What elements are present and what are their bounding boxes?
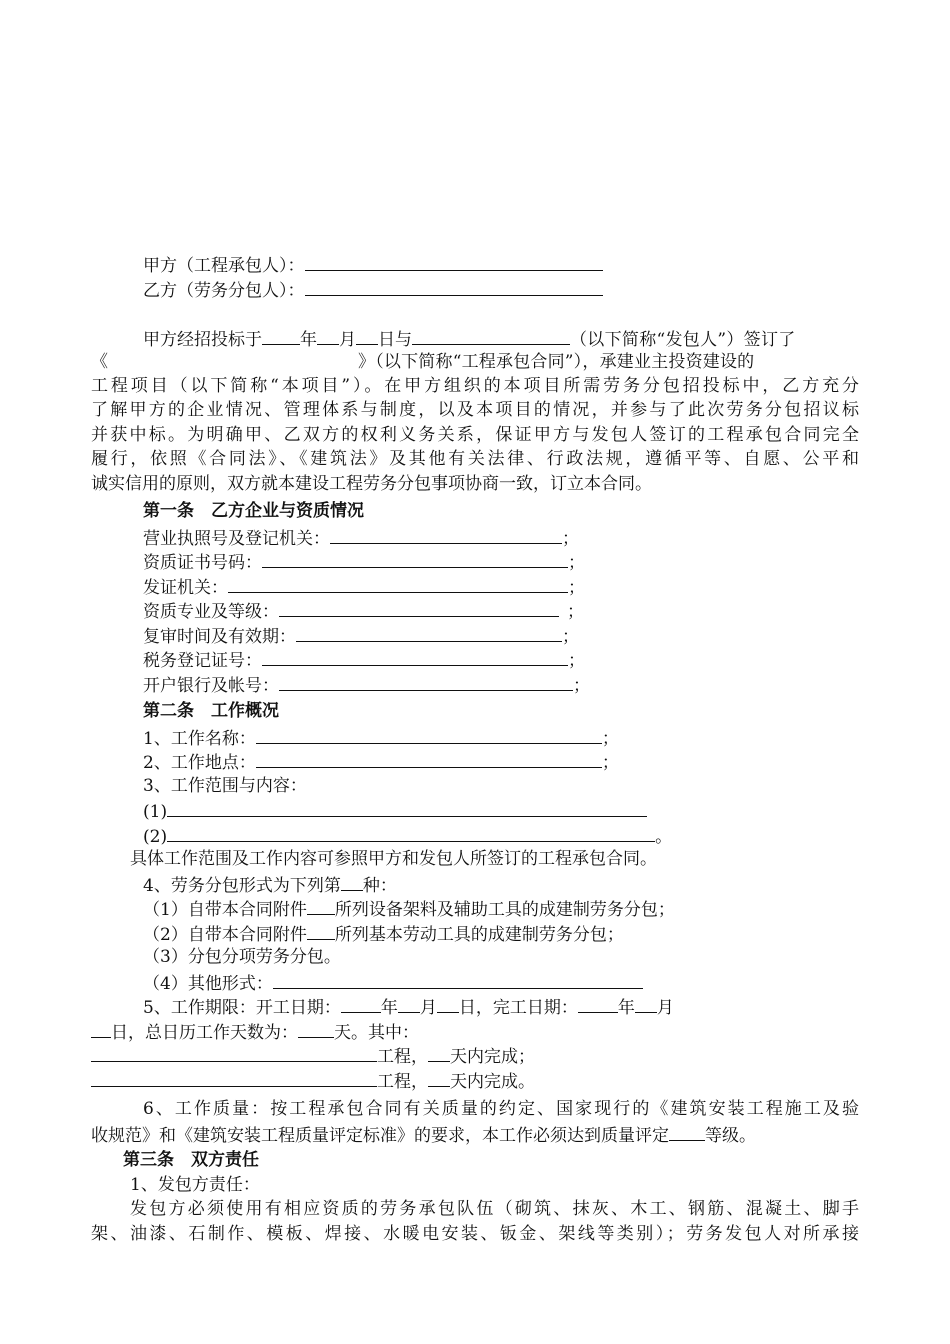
intro-line-7: 诚实信用的原则，双方就本建设工程劳务分包事项协商一致，订立本合同。 bbox=[91, 474, 652, 494]
field-label: 复审时间及有效期： bbox=[143, 627, 296, 647]
scope-item-blank[interactable] bbox=[167, 823, 655, 842]
start-day-blank[interactable] bbox=[437, 994, 459, 1013]
responsibility-line-2: 架、油漆、石制作、模板、焊接、水暖电安装、钣金、架线等类别）；劳务发包人对所承接 bbox=[91, 1224, 859, 1244]
sub-project-blank[interactable] bbox=[91, 1068, 377, 1087]
scope-item-blank[interactable] bbox=[167, 798, 647, 817]
start-year-blank[interactable] bbox=[341, 994, 381, 1013]
subcontract-form-label: 4、劳务分包形式为下列第 bbox=[143, 876, 341, 896]
intro-day-label: 日与 bbox=[378, 330, 412, 350]
end-day-blank[interactable] bbox=[91, 1019, 111, 1038]
field-blank[interactable] bbox=[279, 598, 559, 617]
intro-line-1 bbox=[143, 326, 796, 350]
subcontract-form-blank[interactable] bbox=[341, 872, 363, 891]
scope-item-1 bbox=[143, 798, 647, 822]
field-sep: ； bbox=[573, 676, 590, 696]
field-review-validity bbox=[143, 623, 579, 647]
intro-text: 》（以下简称“工程承包合同”），承建业主投资建设的 bbox=[358, 352, 755, 372]
form-option-4 bbox=[143, 970, 643, 994]
total-days-blank[interactable] bbox=[298, 1019, 334, 1038]
scope-item-end: 。 bbox=[655, 827, 673, 847]
field-blank[interactable] bbox=[330, 525, 562, 544]
intro-month-label: 月 bbox=[339, 330, 356, 350]
intro-day-blank[interactable] bbox=[356, 326, 378, 345]
sub-project-line-2 bbox=[91, 1068, 535, 1092]
work-period-line bbox=[143, 994, 674, 1018]
sub-project-label: 工程， bbox=[377, 1047, 428, 1067]
field-qualification-cert bbox=[143, 549, 585, 573]
work-location-line bbox=[143, 749, 619, 773]
finish-date-label: 日，完工日期： bbox=[458, 998, 578, 1018]
scope-item-2 bbox=[143, 823, 672, 847]
party-b-label: 乙方（劳务分包人）： bbox=[143, 281, 305, 301]
sub-project-finish: 天内完成； bbox=[450, 1047, 535, 1067]
scope-note: 具体工作范围及工作内容可参照甲方和发包人所签订的工程承包合同。 bbox=[130, 849, 657, 869]
option-text: （4）其他形式： bbox=[143, 974, 273, 994]
work-location-blank[interactable] bbox=[256, 749, 602, 768]
work-scope-label: 3、工作范围与内容： bbox=[143, 776, 307, 796]
intro-line-6: 履行，依照《合同法》、《建筑法》及其他有关法律、行政法规，遵循平等、自愿、公平和 bbox=[91, 449, 859, 469]
quality-grade-blank[interactable] bbox=[669, 1122, 705, 1141]
field-blank[interactable] bbox=[228, 574, 568, 593]
field-sep: ； bbox=[568, 553, 585, 573]
work-period-label: 5、工作期限：开工日期： bbox=[143, 998, 341, 1018]
field-sep: ； bbox=[601, 753, 619, 773]
end-year-blank[interactable] bbox=[578, 994, 618, 1013]
responsibility-line-1: 发包方必须使用有相应资质的劳务承包队伍（砌筑、抹灰、木工、钢筋、混凝土、脚手 bbox=[130, 1199, 859, 1219]
sub-project-finish: 天内完成。 bbox=[450, 1072, 535, 1092]
article-2-heading: 第二条 工作概况 bbox=[143, 701, 279, 721]
party-b-blank[interactable] bbox=[305, 277, 603, 296]
quality-text: 收规范》和《建筑安装工程质量评定标准》的要求，本工作必须达到质量评定 bbox=[91, 1126, 669, 1146]
party-a-label: 甲方（工程承包人）： bbox=[143, 256, 305, 276]
field-label: 资质证书号码： bbox=[143, 553, 262, 573]
sub-project-label: 工程， bbox=[377, 1072, 428, 1092]
work-name-label: 1、工作名称： bbox=[143, 729, 256, 749]
end-month-blank[interactable] bbox=[635, 994, 657, 1013]
field-sep: ； bbox=[567, 602, 584, 622]
sub-project-days-blank[interactable] bbox=[428, 1043, 450, 1062]
option-other-blank[interactable] bbox=[273, 970, 643, 989]
field-blank[interactable] bbox=[262, 647, 568, 666]
scope-item-number: (2) bbox=[143, 827, 168, 847]
form-option-3: （3）分包分项劳务分包。 bbox=[143, 947, 341, 967]
intro-line-2 bbox=[91, 350, 754, 374]
field-sep: ； bbox=[562, 529, 579, 549]
intro-line-4: 了解甲方的企业情况、管理体系与制度，以及本项目的情况，并参与了此次劳务分包招议标 bbox=[91, 400, 859, 420]
month-label: 月 bbox=[419, 998, 437, 1018]
field-issuing-authority bbox=[143, 574, 585, 598]
field-sep: ； bbox=[601, 729, 619, 749]
article-1-heading: 第一条 乙方企业与资质情况 bbox=[143, 501, 364, 521]
subcontract-form-end: 种： bbox=[362, 876, 397, 896]
work-name-line bbox=[143, 725, 619, 749]
field-sep: ； bbox=[568, 651, 585, 671]
field-label: 发证机关： bbox=[143, 578, 228, 598]
field-label: 营业执照号及登记机关： bbox=[143, 529, 330, 549]
intro-text: （以下简称“发包人”）签订了 bbox=[570, 330, 796, 350]
intro-line-5: 并获中标。为明确甲、乙双方的权利义务关系，保证甲方与发包人签订的工程承包合同完全 bbox=[91, 425, 859, 445]
intro-year-blank[interactable] bbox=[262, 326, 300, 345]
field-blank[interactable] bbox=[279, 672, 573, 691]
employer-responsibility-label: 1、发包方责任： bbox=[130, 1175, 260, 1195]
field-blank[interactable] bbox=[262, 549, 568, 568]
party-a-line bbox=[143, 252, 603, 276]
party-b-line bbox=[143, 277, 603, 301]
field-blank[interactable] bbox=[296, 623, 562, 642]
work-location-label: 2、工作地点： bbox=[143, 753, 256, 773]
scope-item-number: (1) bbox=[143, 802, 168, 822]
field-label: 税务登记证号： bbox=[143, 651, 262, 671]
field-qualification-grade bbox=[143, 598, 584, 622]
field-business-license bbox=[143, 525, 579, 549]
month-label: 月 bbox=[656, 998, 674, 1018]
quality-line-2 bbox=[91, 1122, 756, 1146]
sub-project-blank[interactable] bbox=[91, 1043, 377, 1062]
intro-year-label: 年 bbox=[300, 330, 317, 350]
form-option-1 bbox=[143, 896, 675, 920]
year-label: 年 bbox=[380, 998, 398, 1018]
sub-project-line-1 bbox=[91, 1043, 535, 1067]
option-annex-blank[interactable] bbox=[307, 921, 335, 940]
quality-line-1: 6、工作质量：按工程承包合同有关质量的约定、国家现行的《建筑安装工程施工及验 bbox=[143, 1099, 859, 1119]
field-sep: ； bbox=[568, 578, 585, 598]
contract-title-open: 《 bbox=[91, 352, 108, 372]
work-name-blank[interactable] bbox=[256, 725, 602, 744]
article-3-heading: 第三条 双方责任 bbox=[123, 1150, 259, 1170]
year-label: 年 bbox=[617, 998, 635, 1018]
intro-line-3: 工程项目（以下简称“本项目”）。在甲方组织的本项目所需劳务分包招投标中，乙方充分 bbox=[91, 376, 859, 396]
intro-employer-blank[interactable] bbox=[412, 326, 570, 345]
field-sep: ； bbox=[562, 627, 579, 647]
total-days-end: 天。其中： bbox=[334, 1023, 419, 1043]
option-text: （2）自带本合同附件 bbox=[143, 925, 307, 945]
option-text: （1）自带本合同附件 bbox=[143, 900, 307, 920]
party-a-blank[interactable] bbox=[305, 252, 603, 271]
option-text: 所列基本劳动工具的成建制劳务分包； bbox=[334, 925, 624, 945]
intro-text: 甲方经招投标于 bbox=[143, 330, 262, 350]
total-days-label: 日，总日历工作天数为： bbox=[111, 1023, 298, 1043]
option-text: 所列设备架料及辅助工具的成建制劳务分包； bbox=[334, 900, 675, 920]
form-option-2 bbox=[143, 921, 624, 945]
field-label: 开户银行及帐号： bbox=[143, 676, 279, 696]
work-period-line-2 bbox=[91, 1019, 419, 1043]
field-tax-registration bbox=[143, 647, 585, 671]
start-month-blank[interactable] bbox=[398, 994, 420, 1013]
field-label: 资质专业及等级： bbox=[143, 602, 279, 622]
sub-project-days-blank[interactable] bbox=[428, 1068, 450, 1087]
subcontract-form-line bbox=[143, 872, 397, 896]
intro-month-blank[interactable] bbox=[317, 326, 339, 345]
quality-text-end: 等级。 bbox=[705, 1126, 756, 1146]
field-bank-account bbox=[143, 672, 590, 696]
option-annex-blank[interactable] bbox=[307, 896, 335, 915]
